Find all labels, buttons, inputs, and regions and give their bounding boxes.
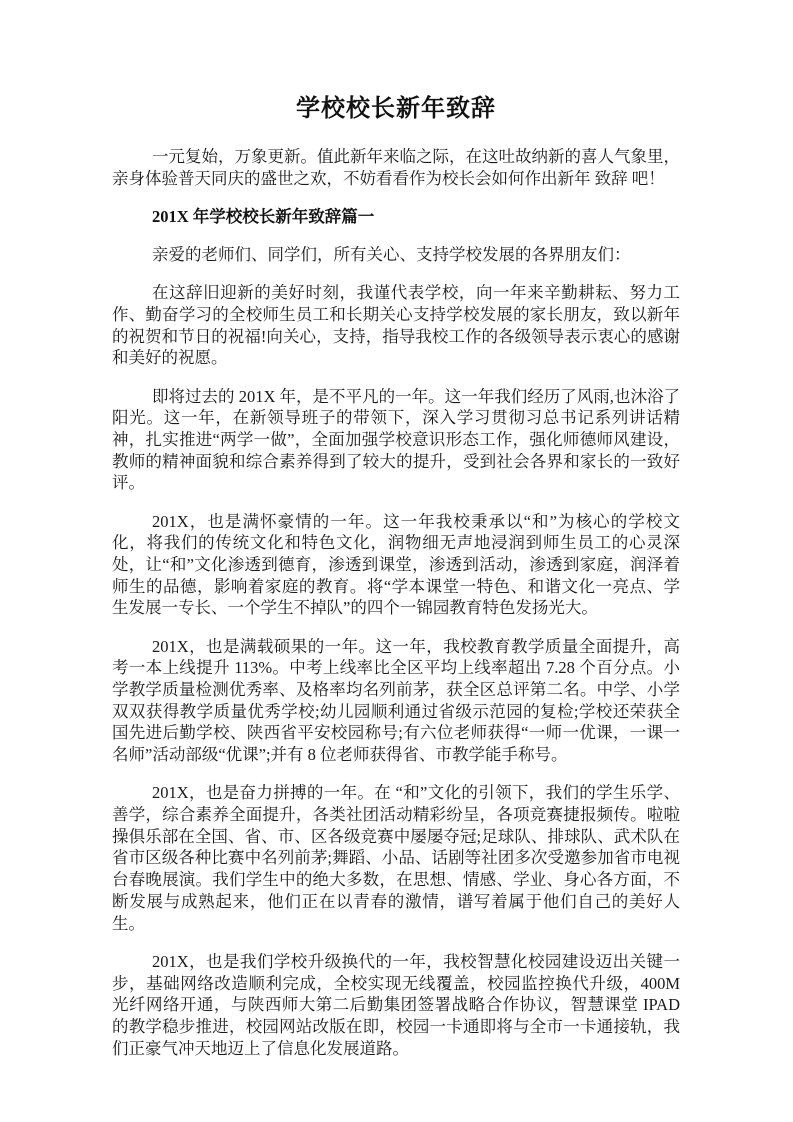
body-paragraph: 201X，也是满怀豪情的一年。这一年我校秉承以“和”为核心的学校文化，将我们的传统文化和特色文化，润物细无声地浸润到师生员工的心灵深处，让“和”文化渗透到德育，渗透到课堂，渗透到活动，渗透到家庭，润泽着师生的品德，影响着家庭的教育。将“学本课堂一特色、和谐文化一亮点、学生发展一专长、一个学生不掉队”的四个一锦园教育特色发扬光大。 <box>112 511 680 618</box>
body-paragraph: 201X，也是奋力拼搏的一年。在 “和”文化的引领下，我们的学生乐学、善学，综合素养全面提升，各类社团活动精彩纷呈，各项竞赛捷报频传。啦啦操俱乐部在全国、省、市、区各级竞赛中屡屡夺冠;足球队、排球队、武术队在省市区级各种比赛中名列前茅;舞蹈、小品、话剧等社团多次受邀参加省市电视台春晚展演。我们学生中的绝大多数，在思想、情感、学业、身心各方面，不断发展与成熟起来，他们正在以青春的激情，谱写着属于他们自己的美好人生。 <box>112 783 680 933</box>
body-paragraph: 201X，也是我们学校升级换代的一年，我校智慧化校园建设迈出关键一步，基础网络改造顺利完成，全校实现无线覆盖，校园监控换代升级，400M 光纤网络开通，与陕西师大第二后勤集团签署战略合作协议，智慧课堂 IPAD 的教学稳步推进，校园网站改版在即，校园一卡通即将与全市一卡通接轨，我们正豪气冲天地迈上了信息化发展道路。 <box>112 951 680 1058</box>
salutation-paragraph: 亲爱的老师们、同学们，所有关心、支持学校发展的各界朋友们： <box>152 245 631 265</box>
body-paragraph: 在这辞旧迎新的美好时刻，我谨代表学校，向一年来辛勤耕耘、努力工作、勤奋学习的全校师生员工和长期关心支持学校发展的家长朋友，致以新年的祝贺和节日的祝福!向关心，支持，指导我校工作的各级领导表示衷心的感谢和美好的祝愿。 <box>112 283 680 368</box>
intro-paragraph: 一元复始，万象更新。值此新年来临之际，在这吐故纳新的喜人气象里，亲身体验普天同庆的盛世之欢，不妨看看作为校长会如何作出新年 致辞 吧！ <box>112 147 680 188</box>
body-paragraph: 即将过去的 201X 年，是不平凡的一年。这一年我们经历了风雨,也沐浴了阳光。这一年，在新领导班子的带领下，深入学习贯彻习总书记系列讲话精神，扎实推进“两学一做”，全面加强学校意识形态工作，强化师德师风建设，教师的精神面貌和综合素养得到了较大的提升，受到社会各界和家长的一致好评。 <box>112 386 680 493</box>
body-paragraph: 201X，也是满载硕果的一年。这一年，我校教育教学质量全面提升，高考一本上线提升 113%。中考上线率比全区平均上线率超出 7.28 个百分点。小学教学质量检测优秀率、及格率均名列前茅，获全区总评第二名。中学、小学双双获得教学质量优秀学校;幼儿园顺利通过省级示范园的复检;学校还荣获全国先进后勤学校、陕西省平安校园称号;有六位老师获得“一师一优课，一课一名师”活动部级“优课”;并有 8 位老师获得省、市教学能手称号。 <box>112 636 680 765</box>
document-title: 学校校长新年致辞 <box>296 96 496 122</box>
section-heading: 201X 年学校校长新年致辞篇一 <box>152 206 375 226</box>
